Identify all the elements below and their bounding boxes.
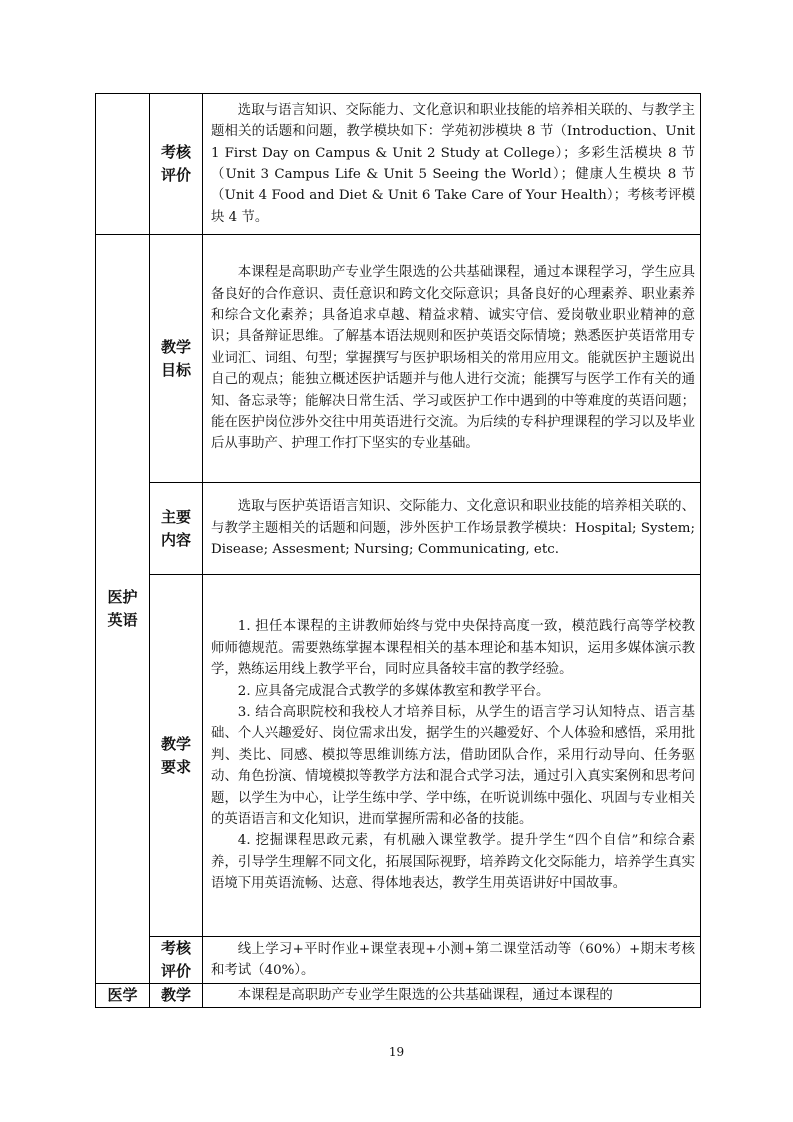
course-name-cell: 医护 英语 xyxy=(96,235,150,984)
row-text-evaluation: 线上学习+平时作业+课堂表现+小测+第二课堂活动等（60%）+期末考核和考试（40%）。 xyxy=(203,937,701,984)
row-label-teaching: 教学 xyxy=(150,984,203,1008)
row-text-next-course: 本课程是高职助产专业学生限选的公共基础课程，通过本课程的 xyxy=(203,984,701,1008)
requirement-paragraph: 2. 应具备完成混合式教学的多媒体教室和教学平台。 xyxy=(237,683,550,699)
row-label-objectives: 教学 目标 xyxy=(150,235,203,483)
table-row xyxy=(96,937,701,984)
row-label-content: 主要 内容 xyxy=(150,483,203,575)
table-row xyxy=(96,235,701,483)
next-course-name-cell: 医学 xyxy=(96,984,150,1008)
row-label-evaluation: 考核 评价 xyxy=(150,937,203,984)
row-label-assessment: 考核 评价 xyxy=(150,94,203,235)
page-number: 19 xyxy=(388,1045,405,1059)
row-text-objectives: 本课程是高职助产专业学生限选的公共基础课程，通过本课程学习，学生应具备良好的合作意识、责任意识和跨文化交际意识；具备良好的心理素养、职业素养和综合文化素养；具备追求卓越、精益求精、诚实守信、爱岗敬业职业精神的意识；具备辩证思维。了解基本语法规则和医护英语交际情境；熟悉医护英语常用专业词汇、词组、句型；掌握撰写与医护职场相关的常用应用文。能就医护主题说出自己的观点；能独立概述医护话题并与他人进行交流；能撰写与医学工作有关的通知、备忘录等；能解决日常生活、学习或医护工作中遇到的中等难度的英语问题；能在医护岗位涉外交往中用英语进行交流。为后续的专科护理课程的学习以及毕业后从事助产、护理工作打下坚实的专业基础。 xyxy=(203,235,701,483)
course-cell-empty xyxy=(96,94,150,235)
requirement-paragraph: 1. 担任本课程的主讲教师始终与党中央保持高度一致，模范践行高等学校教师师德规范。需要熟练掌握本课程相关的基本理论和基本知识，运用多媒体演示教学，熟练运用线上教学平台，同时应具备较丰富的教学经验。 xyxy=(211,619,695,678)
table-row xyxy=(96,984,701,1008)
requirement-paragraph: 4. 挖掘课程思政元素，有机融入课堂教学。提升学生“四个自信”和综合素养，引导学生理解不同文化，拓展国际视野，培养跨文化交际能力，培养学生真实语境下用英语流畅、达意、得体地表达，教学生用英语讲好中国故事。 xyxy=(211,833,695,892)
requirement-paragraph: 3. 结合高职院校和我校人才培养目标，从学生的语言学习认知特点、语言基础、个人兴趣爱好、岗位需求出发，据学生的兴趣爱好、个人体验和感悟，采用批判、类比、同感、模拟等思维训练方法，借助团队合作，采用行动导向、任务驱动、角色扮演、情境模拟等教学方法和混合式学习法，通过引入真实案例和思考问题，以学生为中心，让学生练中学、学中练，在听说训练中强化、巩固与专业相关的英语语言和文化知识，进而掌握所需和必备的技能。 xyxy=(211,704,695,828)
row-text-assessment-modules: 选取与语言知识、交际能力、文化意识和职业技能的培养相关联的、与教学主题相关的话题和问题，教学模块如下：学苑初涉模块 8 节（Introduction、Unit 1 First Day on Campus & Unit 2 Study at College）；多彩生活模块 8 节（Unit 3 Campus Life & Unit 5 Seeing the World）；健康人生模块 8 节（Unit 4 Food and Diet & Unit 6 Take Care of Your Health）；考核考评模块 4 节。 xyxy=(203,94,701,235)
row-text-requirements xyxy=(203,575,701,937)
table-row xyxy=(96,483,701,575)
row-label-requirements: 教学 要求 xyxy=(150,575,203,937)
table-row xyxy=(96,94,701,235)
row-text-content: 选取与医护英语语言知识、交际能力、文化意识和职业技能的培养相关联的、与教学主题相关的话题和问题，涉外医护工作场景教学模块：Hospital; System; Disease; Assesment; Nursing; Communicating, etc. xyxy=(203,483,701,575)
table-row xyxy=(96,575,701,937)
course-table xyxy=(95,93,701,1008)
